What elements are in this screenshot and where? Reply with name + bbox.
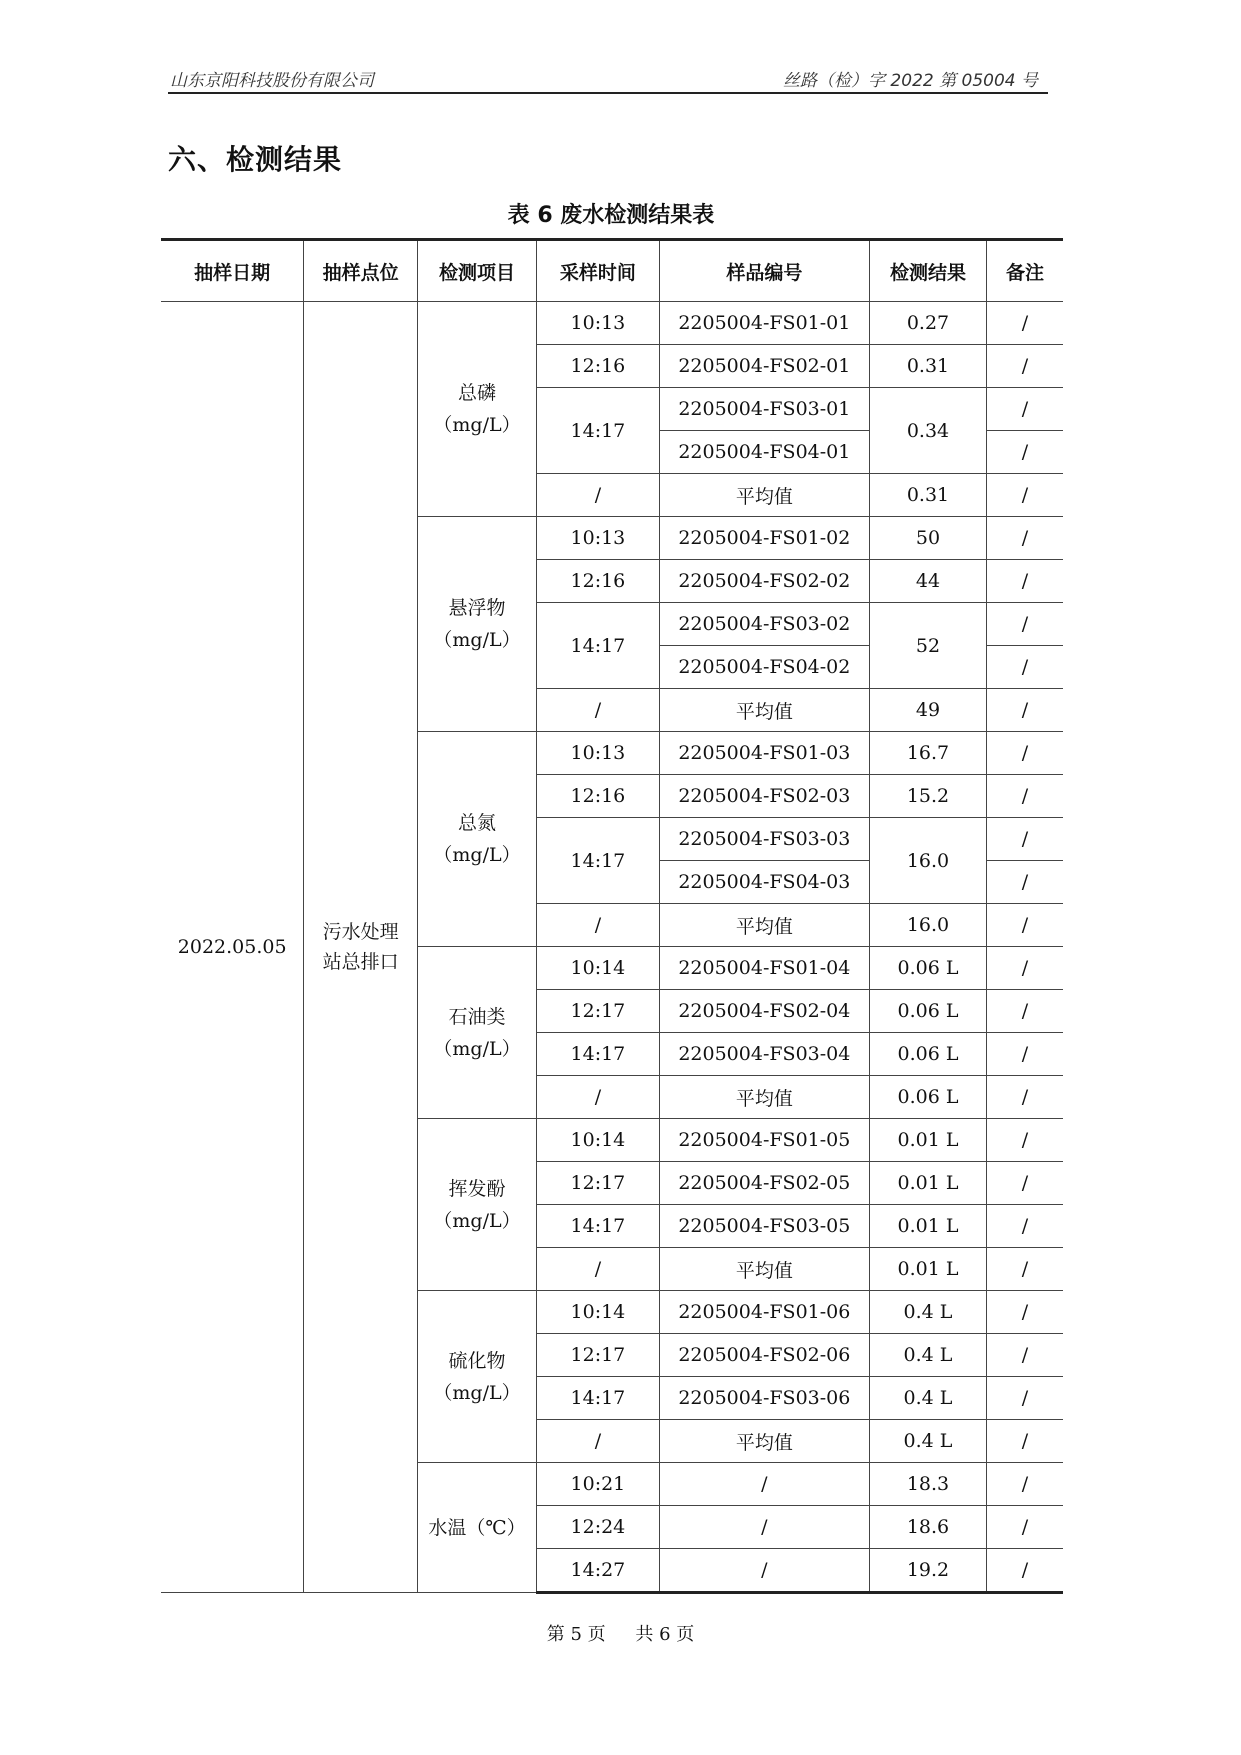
remark: / (986, 1506, 1063, 1549)
sample-id: / (659, 1549, 869, 1593)
remark: / (986, 1334, 1063, 1377)
result-value: 15.2 (870, 775, 987, 818)
result-value: 0.4 L (870, 1334, 987, 1377)
result-value: 0.06 L (870, 947, 987, 990)
col-header-item: 检测项目 (417, 240, 536, 302)
sample-time: 10:14 (537, 1119, 660, 1162)
sample-id: 2205004-FS04-01 (659, 431, 869, 474)
sample-time: 14:17 (537, 388, 660, 474)
sample-id: 平均值 (659, 1420, 869, 1463)
result-value: 0.4 L (870, 1291, 987, 1334)
remark: / (986, 345, 1063, 388)
test-item-unit: （mg/L） (433, 629, 521, 651)
test-item (417, 1119, 536, 1291)
sample-time: / (537, 1248, 660, 1291)
result-value: 0.31 (870, 345, 987, 388)
sample-time: 10:14 (537, 947, 660, 990)
sample-id: 2205004-FS01-04 (659, 947, 869, 990)
col-header-point: 抽样点位 (304, 240, 418, 302)
sample-id: 2205004-FS03-03 (659, 818, 869, 861)
sample-id: 2205004-FS02-03 (659, 775, 869, 818)
test-item-name: 悬浮物 (448, 597, 506, 619)
remark: / (986, 1420, 1063, 1463)
table-caption: 表 6 废水检测结果表 (507, 203, 715, 228)
sampling-point: 污水处理站总排口 (304, 302, 418, 1593)
remark: / (986, 1162, 1063, 1205)
sample-time: 10:14 (537, 1291, 660, 1334)
test-item-unit: （mg/L） (433, 1209, 521, 1232)
result-value: 49 (870, 689, 987, 732)
sample-id: 平均值 (659, 904, 869, 947)
sample-id: 2205004-FS01-05 (659, 1119, 869, 1162)
result-value: 0.31 (870, 474, 987, 517)
col-header-result: 检测结果 (870, 240, 987, 302)
remark: / (986, 603, 1063, 646)
remark: / (986, 818, 1063, 861)
sample-time: / (537, 474, 660, 517)
remark: / (986, 1291, 1063, 1334)
result-value: 0.01 L (870, 1119, 987, 1162)
remark: / (986, 1463, 1063, 1506)
sample-time: 12:24 (537, 1506, 660, 1549)
sample-id: 2205004-FS03-04 (659, 1033, 869, 1076)
results-table (161, 238, 1063, 1594)
sample-time: 10:13 (537, 732, 660, 775)
test-item-unit: （mg/L） (433, 844, 521, 866)
col-header-date: 抽样日期 (161, 240, 304, 302)
result-value: 0.27 (870, 302, 987, 345)
sample-time: 12:17 (537, 990, 660, 1033)
result-value: 0.4 L (870, 1420, 987, 1463)
sample-id: 2205004-FS01-06 (659, 1291, 869, 1334)
remark: / (986, 388, 1063, 431)
remark: / (986, 689, 1063, 732)
sample-id: 2205004-FS03-06 (659, 1377, 869, 1420)
page-header (168, 62, 1048, 94)
sample-time: 14:17 (537, 1205, 660, 1248)
sample-id: 2205004-FS03-02 (659, 603, 869, 646)
section-title: 六、检测结果 (168, 143, 343, 176)
test-item (417, 302, 536, 517)
sample-id: 2205004-FS01-03 (659, 732, 869, 775)
result-value: 0.01 L (870, 1205, 987, 1248)
sample-time: / (537, 1420, 660, 1463)
sample-id: 2205004-FS02-01 (659, 345, 869, 388)
sample-time: 14:27 (537, 1549, 660, 1593)
result-value: 52 (870, 603, 987, 689)
remark: / (986, 1377, 1063, 1420)
remark: / (986, 732, 1063, 775)
remark: / (986, 1033, 1063, 1076)
sample-time: 12:17 (537, 1162, 660, 1205)
sample-id: 2205004-FS02-02 (659, 560, 869, 603)
test-item (417, 517, 536, 732)
sample-id: 平均值 (659, 474, 869, 517)
remark: / (986, 1205, 1063, 1248)
result-value: 16.0 (870, 904, 987, 947)
col-header-time: 采样时间 (537, 240, 660, 302)
page-total: 共 6 页 (635, 1624, 695, 1645)
sample-time: 14:17 (537, 1033, 660, 1076)
test-item-name: 石油类 (448, 1005, 506, 1028)
sample-time: / (537, 1076, 660, 1119)
test-item-name: 挥发酚 (448, 1177, 506, 1200)
sample-time: 12:16 (537, 775, 660, 818)
col-header-sample: 样品编号 (659, 240, 869, 302)
test-item (417, 947, 536, 1119)
table-header-row (161, 240, 1063, 302)
remark: / (986, 1076, 1063, 1119)
test-item-name: 总磷 (458, 382, 497, 404)
test-item-unit: （mg/L） (433, 1381, 521, 1404)
test-item (417, 1291, 536, 1463)
sample-id: 平均值 (659, 1248, 869, 1291)
sample-id: 2205004-FS01-02 (659, 517, 869, 560)
result-value: 0.06 L (870, 1076, 987, 1119)
report-number: 丝路（检）字 2022 第 05004 号 (783, 71, 1038, 91)
result-value: 0.34 (870, 388, 987, 474)
sample-id: 平均值 (659, 1076, 869, 1119)
table-row (161, 302, 1063, 345)
sample-id: 2205004-FS03-01 (659, 388, 869, 431)
sample-time: 12:16 (537, 345, 660, 388)
sample-time: 10:21 (537, 1463, 660, 1506)
sample-id: 2205004-FS02-06 (659, 1334, 869, 1377)
remark: / (986, 904, 1063, 947)
test-item-name: 硫化物 (448, 1349, 506, 1372)
sample-time: / (537, 689, 660, 732)
result-value: 0.06 L (870, 990, 987, 1033)
sample-id: / (659, 1463, 869, 1506)
result-value: 18.3 (870, 1463, 987, 1506)
result-value: 44 (870, 560, 987, 603)
sample-id: / (659, 1506, 869, 1549)
sample-id: 2205004-FS04-02 (659, 646, 869, 689)
result-value: 0.06 L (870, 1033, 987, 1076)
result-value: 18.6 (870, 1506, 987, 1549)
result-value: 16.7 (870, 732, 987, 775)
test-item-unit: （mg/L） (433, 414, 521, 436)
sample-id: 2205004-FS02-04 (659, 990, 869, 1033)
col-header-remark: 备注 (986, 240, 1063, 302)
sample-id: 平均值 (659, 689, 869, 732)
remark: / (986, 1248, 1063, 1291)
page-footer (0, 1620, 1241, 1646)
remark: / (986, 646, 1063, 689)
sample-id: 2205004-FS04-03 (659, 861, 869, 904)
result-value: 19.2 (870, 1549, 987, 1593)
remark: / (986, 861, 1063, 904)
sample-time: 12:17 (537, 1334, 660, 1377)
sample-id: 2205004-FS02-05 (659, 1162, 869, 1205)
result-value: 50 (870, 517, 987, 560)
remark: / (986, 1549, 1063, 1593)
test-item (417, 1463, 536, 1593)
sample-time: 14:17 (537, 1377, 660, 1420)
remark: / (986, 517, 1063, 560)
remark: / (986, 990, 1063, 1033)
result-value: 16.0 (870, 818, 987, 904)
sampling-date: 2022.05.05 (161, 302, 304, 1593)
test-item (417, 732, 536, 947)
sample-time: / (537, 904, 660, 947)
sample-time: 14:17 (537, 818, 660, 904)
company-name: 山东京阳科技股份有限公司 (170, 71, 374, 91)
sample-id: 2205004-FS01-01 (659, 302, 869, 345)
page-number: 第 5 页 (546, 1624, 606, 1645)
sample-time: 12:16 (537, 560, 660, 603)
sample-id: 2205004-FS03-05 (659, 1205, 869, 1248)
remark: / (986, 775, 1063, 818)
remark: / (986, 302, 1063, 345)
remark: / (986, 560, 1063, 603)
result-value: 0.01 L (870, 1162, 987, 1205)
result-value: 0.01 L (870, 1248, 987, 1291)
test-item-name: 水温（℃） (428, 1516, 526, 1539)
test-item-unit: （mg/L） (433, 1037, 521, 1060)
sample-time: 10:13 (537, 302, 660, 345)
sample-time: 10:13 (537, 517, 660, 560)
remark: / (986, 431, 1063, 474)
remark: / (986, 947, 1063, 990)
remark: / (986, 1119, 1063, 1162)
remark: / (986, 474, 1063, 517)
result-value: 0.4 L (870, 1377, 987, 1420)
sample-time: 14:17 (537, 603, 660, 689)
test-item-name: 总氮 (458, 812, 497, 834)
